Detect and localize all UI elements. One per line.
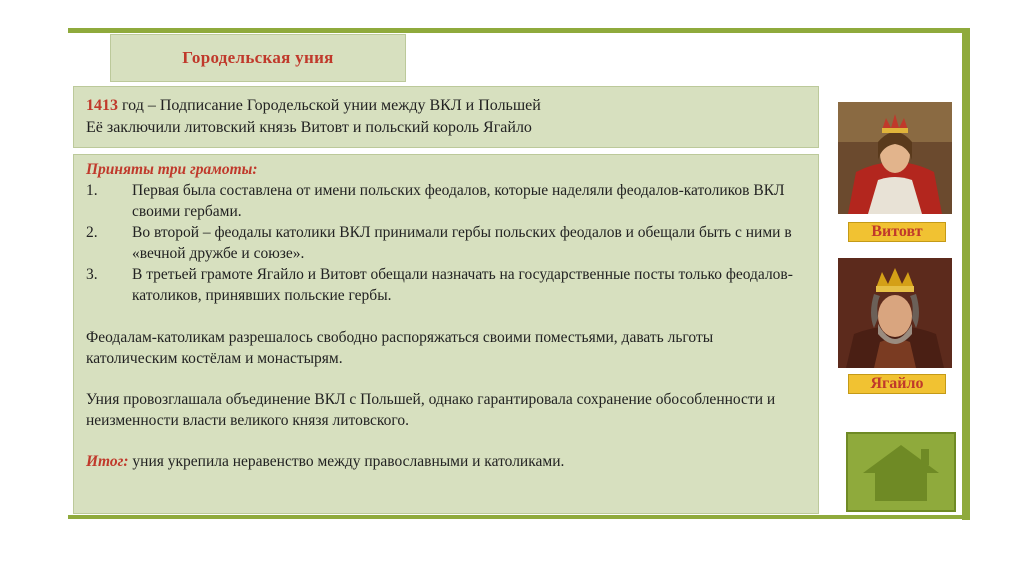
portrait-vytautas-icon <box>838 102 952 214</box>
list-item-text: В третьей грамоте Ягайло и Витовт обещали назначать на государственные посты только феодалов-католиков, принявших польские гербы. <box>132 266 793 304</box>
name-plate-vytautas <box>848 222 946 242</box>
top-border <box>68 28 970 33</box>
bottom-border <box>68 515 970 519</box>
list-item-number: 1. <box>86 182 98 199</box>
portrait-jogaila <box>838 258 952 368</box>
list-item <box>86 264 806 306</box>
charters-list <box>86 180 806 306</box>
list-item-number: 2. <box>86 224 98 241</box>
main-text-box <box>73 154 819 514</box>
list-item-number: 3. <box>86 266 98 283</box>
date-line-1 <box>86 95 806 117</box>
date-line-2: Её заключили литовский князь Витовт и польский король Ягайло <box>86 119 532 136</box>
title-box <box>110 34 406 82</box>
result-label: Итог: <box>86 453 129 470</box>
paragraph-union: Уния провозглашала объединение ВКЛ с Польшей, однако гарантировала сохранение обособленности и неизменности власти великого князя литовского. <box>86 391 776 429</box>
slide-title: Городельская уния <box>182 48 334 67</box>
portrait-jogaila-icon <box>838 258 952 368</box>
date-line-1-text: год – Подписание Городельской унии между ВКЛ и Польшей <box>118 97 541 114</box>
home-button[interactable] <box>846 432 956 512</box>
portrait-vytautas <box>838 102 952 214</box>
paragraph-privileges: Феодалам-католикам разрешалось свободно распоряжаться своими поместьями, давать льготы католическим костёлам и монастырям. <box>86 329 714 367</box>
list-item-text: Первая была составлена от имени польских феодалов, которые наделяли феодалов-католиков ВКЛ своими гербами. <box>132 182 785 220</box>
name-jogaila: Ягайло <box>870 375 924 392</box>
list-item <box>86 222 806 264</box>
result-text: уния укрепила неравенство между православными и католиками. <box>128 453 565 470</box>
result-line <box>86 451 806 472</box>
list-item-text: Во второй – феодалы католики ВКЛ принимали гербы польских феодалов и обещали быть с ними в «вечной дружбе и союзе». <box>132 224 792 262</box>
date-box <box>73 86 819 148</box>
charters-heading: Приняты три грамоты: <box>86 161 258 178</box>
name-plate-jogaila <box>848 374 946 394</box>
name-vytautas: Витовт <box>871 223 923 240</box>
right-border <box>962 28 970 520</box>
list-item <box>86 180 806 222</box>
home-icon <box>861 441 941 503</box>
slide <box>68 28 968 518</box>
date-year: 1413 <box>86 97 118 114</box>
